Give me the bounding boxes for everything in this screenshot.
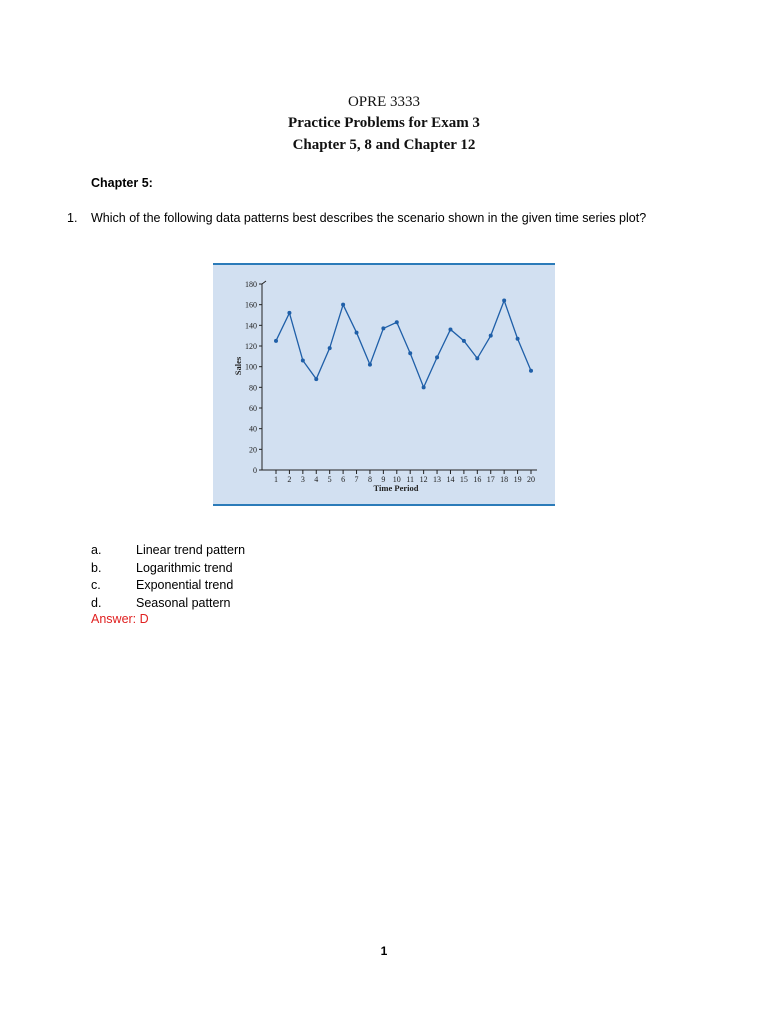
x-tick-label: 12 (419, 475, 428, 484)
data-point (435, 355, 439, 359)
data-point (314, 377, 318, 381)
x-tick-label: 3 (300, 475, 305, 484)
time-series-chart (213, 263, 555, 506)
y-axis-label: Sales (233, 356, 243, 376)
chapter-heading: Chapter 5: (91, 176, 153, 190)
document-subtitle: Chapter 5, 8 and Chapter 12 (292, 137, 476, 153)
option-letter: a. (91, 543, 102, 557)
question-number: 1. (67, 211, 78, 225)
x-tick-label: 4 (314, 475, 319, 484)
answer-key: Answer: D (91, 612, 149, 626)
data-point (274, 339, 278, 343)
y-tick-label: 140 (245, 321, 257, 331)
x-tick-label: 11 (406, 475, 415, 484)
x-tick-label: 10 (392, 475, 401, 484)
x-tick-label: 7 (354, 475, 359, 484)
option-letter: d. (91, 595, 102, 610)
y-tick-label: 60 (249, 404, 257, 413)
x-tick-label: 5 (327, 475, 332, 484)
option-text: Linear trend pattern (136, 543, 246, 557)
x-tick-label: 17 (486, 475, 495, 484)
option-text: Seasonal pattern (136, 595, 231, 610)
data-point (355, 331, 359, 335)
data-point (422, 385, 426, 389)
x-tick-label: 9 (381, 475, 386, 484)
y-tick-label: 80 (249, 383, 257, 393)
data-point (516, 337, 520, 341)
data-point (529, 369, 533, 373)
x-tick-label: 8 (367, 475, 372, 484)
data-point (328, 346, 332, 350)
y-tick-label: 100 (245, 362, 257, 372)
y-tick-label: 40 (249, 424, 257, 434)
option-letter: b. (91, 560, 102, 575)
x-tick-label: 19 (513, 475, 522, 484)
page-number: 1 (380, 944, 388, 958)
data-point (395, 320, 399, 324)
y-tick-label: 0 (253, 466, 257, 475)
x-tick-label: 13 (433, 475, 442, 484)
x-tick-label: 2 (287, 475, 292, 484)
question-text: Which of the following data patterns best describes the scenario shown in the given time series plot? (91, 211, 647, 225)
x-tick-label: 20 (527, 475, 535, 484)
option-text: Exponential trend (136, 578, 234, 592)
x-tick-label: 6 (341, 475, 346, 484)
data-point (381, 326, 385, 330)
option-text: Logarithmic trend (136, 560, 233, 575)
x-tick-label: 14 (446, 475, 455, 484)
x-tick-label: 1 (274, 475, 278, 484)
x-tick-label: 18 (500, 475, 509, 484)
data-point (502, 299, 506, 303)
data-point (489, 334, 493, 338)
data-point (287, 311, 291, 315)
course-code: OPRE 3333 (347, 94, 421, 110)
question-1 (67, 211, 727, 225)
data-point (475, 356, 479, 360)
data-point (448, 327, 452, 331)
y-tick-label: 20 (249, 445, 257, 455)
data-point (301, 358, 305, 362)
document-title: Practice Problems for Exam 3 (288, 115, 480, 131)
data-point (462, 339, 466, 343)
y-tick-label: 160 (245, 300, 257, 310)
data-point (408, 351, 412, 355)
option-letter: c. (91, 578, 101, 592)
data-point (341, 303, 345, 307)
x-tick-label: 15 (459, 475, 468, 484)
chart-svg (213, 263, 555, 506)
data-point (368, 363, 372, 367)
y-tick-label: 180 (245, 280, 257, 289)
x-axis-label: Time Period (373, 483, 419, 493)
y-tick-label: 120 (245, 342, 257, 351)
x-tick-label: 16 (473, 475, 482, 484)
